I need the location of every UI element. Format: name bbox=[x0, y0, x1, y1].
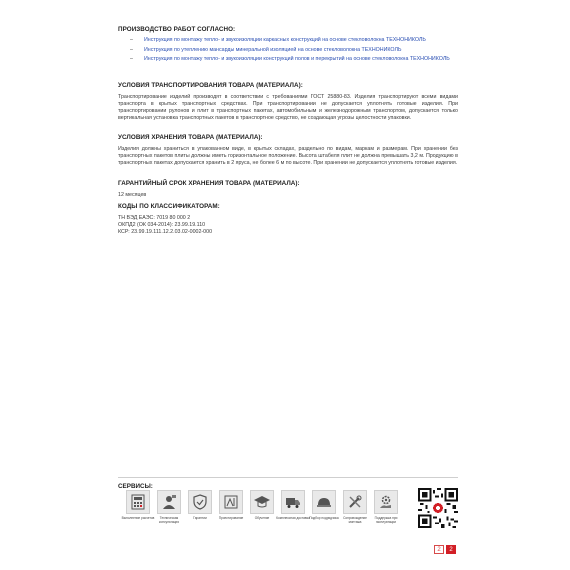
service-item-consultation[interactable] bbox=[155, 490, 183, 534]
service-label: Обучение bbox=[254, 516, 270, 520]
section-storage bbox=[118, 134, 458, 167]
warranty-text: 12 месяцев bbox=[118, 192, 147, 198]
list-dash: – bbox=[130, 46, 133, 53]
section-warranty bbox=[118, 180, 458, 199]
instruction-link[interactable]: Инструкция по утеплению мансарды минеральной изоляцией на основе стекловолокна ТЕХНОНИКОЛЬ bbox=[144, 46, 402, 53]
truck-icon bbox=[281, 490, 305, 514]
service-item-support[interactable] bbox=[372, 490, 400, 534]
services-title: СЕРВИСЫ: bbox=[118, 483, 153, 490]
service-label: Комплексная доставка bbox=[276, 516, 310, 520]
page-current: 2 bbox=[446, 545, 456, 554]
service-label: Выполнение расчетов bbox=[121, 516, 155, 520]
services-divider bbox=[118, 477, 458, 478]
service-item-installation[interactable] bbox=[341, 490, 369, 534]
transport-text: Транспортирование изделий производят в соответствии с требованиями ГОСТ 25880-83. Изделия транспортируют всеми видами транспорта в крытых транспортных средствах. При транспортировании не допускается уплотнять готовые изделия. При транспортировании рулонов и плит в транспортных пакетах, автомобильным и железнодорожным транспортом, допускается только вертикальная установка транспортных пакетов в транспортное средство, не создающая угрозы целостности упаковки. bbox=[118, 94, 458, 122]
service-item-delivery[interactable] bbox=[276, 490, 310, 534]
section-transport bbox=[118, 82, 458, 122]
graduation-cap-icon bbox=[250, 490, 274, 514]
instruction-link[interactable]: Инструкция по монтажу тепло- и звукоизоляции каркасных конструкций на основе стекловолокна ТЕХНОНИКОЛЬ bbox=[144, 37, 426, 43]
list-item[interactable] bbox=[118, 56, 458, 63]
list-dash: – bbox=[130, 56, 133, 63]
consultant-icon bbox=[157, 490, 181, 514]
hard-hat-icon bbox=[312, 490, 336, 514]
service-item-training[interactable] bbox=[248, 490, 276, 534]
service-item-guarantees[interactable] bbox=[186, 490, 214, 534]
calculator-icon bbox=[126, 490, 150, 514]
section-heading: ГАРАНТИЙНЫЙ СРОК ХРАНЕНИЯ ТОВАРА (МАТЕРИАЛА): bbox=[118, 180, 300, 187]
instruction-link[interactable]: Инструкция по монтажу тепло- и звукоизоляции конструкций полов и перекрытий на основе стекловолокна ТЕХНОНИКОЛЬ bbox=[144, 56, 450, 63]
section-heading: КОДЫ ПО КЛАССИФИКАТОРАМ: bbox=[118, 203, 220, 210]
section-heading: ПРОИЗВОДСТВО РАБОТ СОГЛАСНО: bbox=[118, 26, 236, 33]
section-production bbox=[118, 26, 458, 66]
qr-code[interactable] bbox=[418, 488, 458, 528]
shield-icon bbox=[188, 490, 212, 514]
service-label: Сопровождение монтажа bbox=[343, 516, 367, 524]
list-item[interactable] bbox=[118, 37, 458, 44]
service-label: Техническая консультация bbox=[159, 516, 179, 524]
service-item-calculations[interactable] bbox=[121, 490, 155, 534]
service-label: Подбор подрядчика bbox=[309, 516, 339, 520]
service-label: Гарантии bbox=[193, 516, 207, 520]
code-line: КСР: 23.99.19.111.12.2.03.02-0002-000 bbox=[118, 229, 213, 236]
service-item-design[interactable] bbox=[217, 490, 245, 534]
list-dash: – bbox=[130, 37, 133, 43]
service-item-contractor[interactable] bbox=[310, 490, 338, 534]
codes-list bbox=[118, 215, 458, 236]
service-label: Проектирование bbox=[218, 516, 244, 520]
section-codes bbox=[118, 203, 458, 236]
page-total: 2 bbox=[434, 545, 444, 554]
design-icon bbox=[219, 490, 243, 514]
tools-icon bbox=[343, 490, 367, 514]
instruction-list bbox=[118, 37, 458, 63]
gear-hand-icon bbox=[374, 490, 398, 514]
section-heading: УСЛОВИЯ ХРАНЕНИЯ ТОВАРА (МАТЕРИАЛА): bbox=[118, 134, 263, 141]
storage-text: Изделия должны храниться в упакованном виде, в крытых складах, раздельно по видам, маркам и размерам. При хранении без транспортных пакетов плиты должны иметь горизонтальное положение. Высота штабеля плит не должна превышать 3,2 м. Продукцию в транспортных пакетах допускается хранить в 2 яруса, не более 6 м по высоте. При хранении не допускается уплотнять готовые изделия. bbox=[118, 146, 458, 167]
code-line: ОКПД2 (ОК 034-2014): 23.99.19.110 bbox=[118, 222, 206, 229]
list-item[interactable] bbox=[118, 47, 458, 54]
service-label: Поддержка при эксплуатации bbox=[374, 516, 398, 524]
code-line: ТН ВЭД ЕАЭС: 7019 80 000 2 bbox=[118, 215, 191, 221]
section-heading: УСЛОВИЯ ТРАНСПОРТИРОВАНИЯ ТОВАРА (МАТЕРИАЛА): bbox=[118, 82, 303, 89]
